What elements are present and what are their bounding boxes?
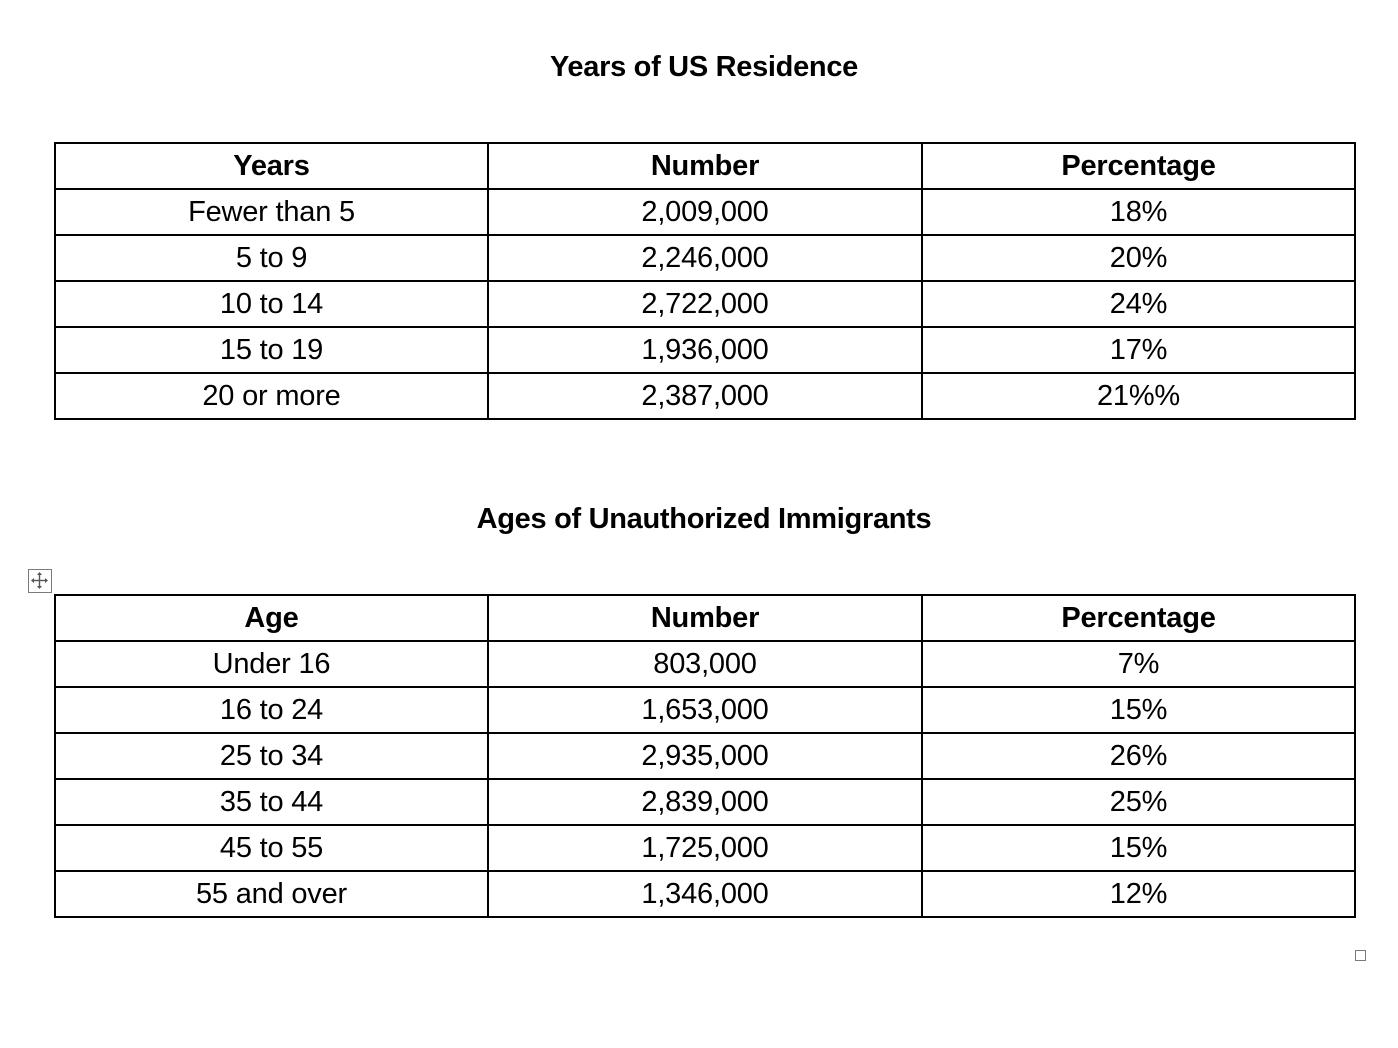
table-cell: 2,935,000 [488, 733, 922, 779]
table-cell: 45 to 55 [55, 825, 488, 871]
table-cell: Fewer than 5 [55, 189, 488, 235]
table-cell: 12% [922, 871, 1355, 917]
table-row [55, 235, 1355, 281]
table-row [55, 373, 1355, 419]
table-cell: 7% [922, 641, 1355, 687]
table-cell: 1,725,000 [488, 825, 922, 871]
table-cell: 20 or more [55, 373, 488, 419]
table-cell: 21%% [922, 373, 1355, 419]
table-title-ages-of-immigrants: Ages of Unauthorized Immigrants [476, 503, 932, 535]
column-header-percentage: Percentage [922, 143, 1355, 189]
table-row [55, 641, 1355, 687]
table-cell: 1,936,000 [488, 327, 922, 373]
column-header-number: Number [488, 143, 922, 189]
table-cell: 16 to 24 [55, 687, 488, 733]
table-header-row [55, 143, 1355, 189]
table-cell: Under 16 [55, 641, 488, 687]
table-header-row [55, 595, 1355, 641]
table-row [55, 281, 1355, 327]
column-header-number: Number [488, 595, 922, 641]
table-cell: 2,009,000 [488, 189, 922, 235]
column-header-percentage: Percentage [922, 595, 1355, 641]
column-header-age: Age [55, 595, 488, 641]
table-cell: 2,246,000 [488, 235, 922, 281]
table-cell: 1,346,000 [488, 871, 922, 917]
table-cell: 24% [922, 281, 1355, 327]
table-cell: 35 to 44 [55, 779, 488, 825]
resize-square-icon[interactable] [1355, 950, 1366, 961]
table-cell: 15% [922, 825, 1355, 871]
table-cell: 2,839,000 [488, 779, 922, 825]
ages-of-immigrants-table [54, 594, 1356, 918]
table-cell: 55 and over [55, 871, 488, 917]
table-row [55, 189, 1355, 235]
table-cell: 5 to 9 [55, 235, 488, 281]
table-row [55, 687, 1355, 733]
table-cell: 26% [922, 733, 1355, 779]
table-cell: 15% [922, 687, 1355, 733]
table-row [55, 779, 1355, 825]
table-cell: 15 to 19 [55, 327, 488, 373]
table-row [55, 327, 1355, 373]
table-cell: 17% [922, 327, 1355, 373]
table-cell: 2,722,000 [488, 281, 922, 327]
table-title-years-of-residence: Years of US Residence [549, 51, 858, 83]
table-cell: 20% [922, 235, 1355, 281]
table-row [55, 733, 1355, 779]
years-of-residence-table [54, 142, 1356, 420]
table-row [55, 871, 1355, 917]
table-row [55, 825, 1355, 871]
move-arrows-icon[interactable] [28, 569, 52, 593]
column-header-years: Years [55, 143, 488, 189]
table-cell: 1,653,000 [488, 687, 922, 733]
table-cell: 2,387,000 [488, 373, 922, 419]
table-cell: 803,000 [488, 641, 922, 687]
table-cell: 25% [922, 779, 1355, 825]
table-cell: 18% [922, 189, 1355, 235]
table-cell: 25 to 34 [55, 733, 488, 779]
table-cell: 10 to 14 [55, 281, 488, 327]
